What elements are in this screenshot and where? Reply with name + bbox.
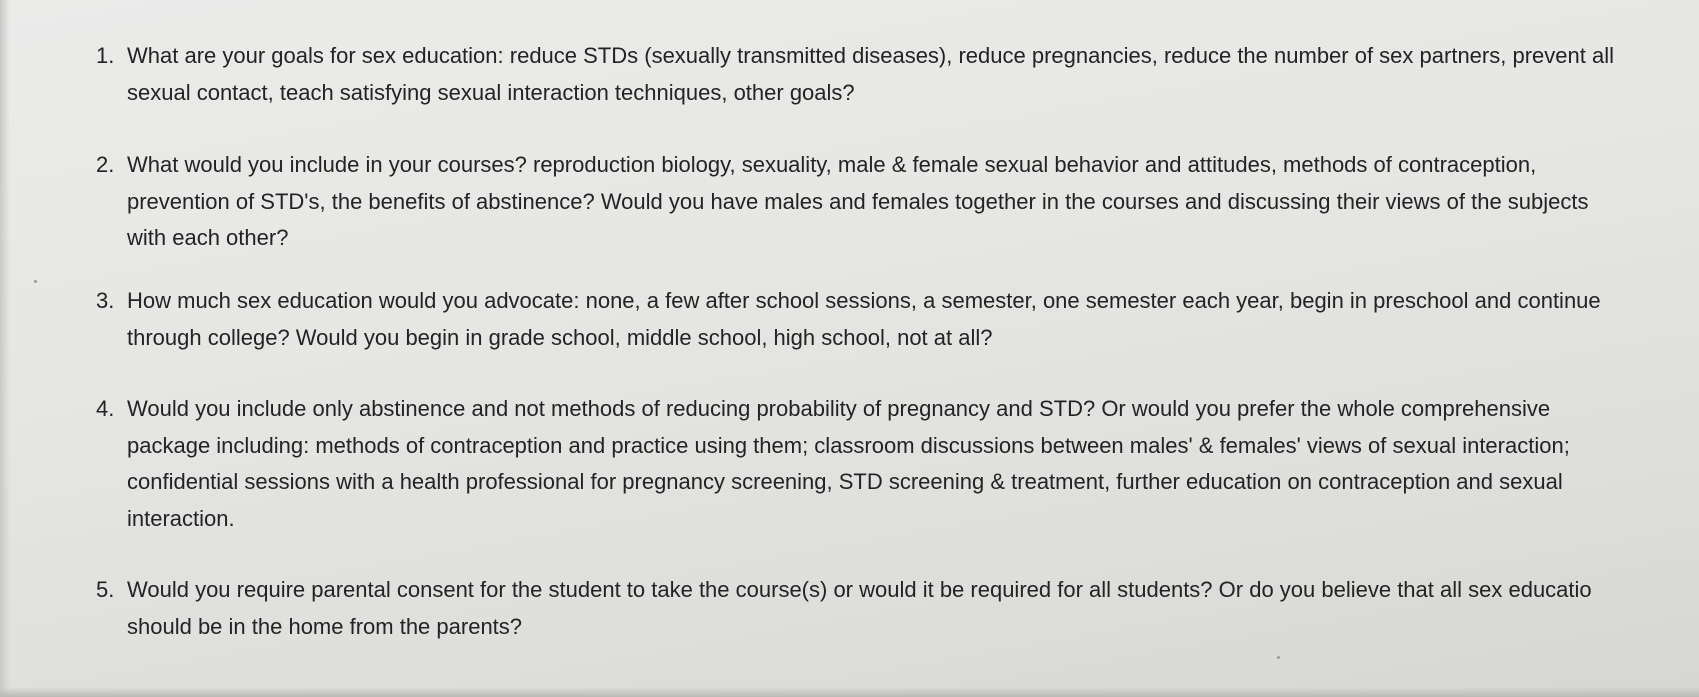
dust-speck [34,280,37,283]
question-number: 5. [96,577,115,602]
question-line: prevention of STD's, the benefits of abstinence? Would you have males and females together in the courses and discussing their views of the subjects [127,188,1589,214]
question-line: Would you include only abstinence and not methods of reducing probability of pregnancy and STD? Or would you prefer the whole comprehensive [127,396,1551,421]
question-line: Would you require parental consent for the student to take the course(s) or would it be required for all students? Or do you believe that all sex educatio [127,577,1592,602]
question-number: 4. [96,396,115,421]
question-item-2 [96,147,1676,257]
question-item-1 [96,38,1676,111]
question-item-4 [96,391,1676,537]
question-line: sexual contact, teach satisfying sexual interaction techniques, other goals? [127,79,855,105]
question-number: 1. [96,43,115,68]
question-line: should be in the home from the parents? [127,613,523,639]
question-number: 3. [96,288,115,313]
question-text [127,38,1676,111]
question-text [127,147,1676,257]
question-line: with each other? [127,225,289,250]
dust-speck [1277,656,1280,659]
question-line: confidential sessions with a health professional for pregnancy screening, STD screening & treatment, further education on contraception and sexual [127,469,1563,494]
question-line: What would you include in your courses? reproduction biology, sexuality, male & female sexual behavior and attitudes, methods of contraception, [127,152,1537,177]
question-text [127,283,1676,356]
question-item-5 [96,572,1676,645]
question-text [127,572,1676,645]
question-number: 2. [96,152,115,177]
question-text [127,391,1676,537]
page-bottom-shadow [0,687,1699,697]
question-line: What are your goals for sex education: reduce STDs (sexually transmitted diseases), reduce pregnancies, reduce the number of sex partners, prevent all [127,43,1614,68]
question-line: through college? Would you begin in grade school, middle school, high school, not at all? [127,324,993,350]
question-item-3 [96,283,1676,356]
question-line: package including: methods of contraception and practice using them; classroom discussions between males' & females' views of sexual interaction; [127,432,1570,458]
question-line: How much sex education would you advocate: none, a few after school sessions, a semester, one semester each year, begin in preschool and continue [127,288,1601,313]
page-left-shadow [0,0,10,697]
question-line: interaction. [127,505,235,531]
